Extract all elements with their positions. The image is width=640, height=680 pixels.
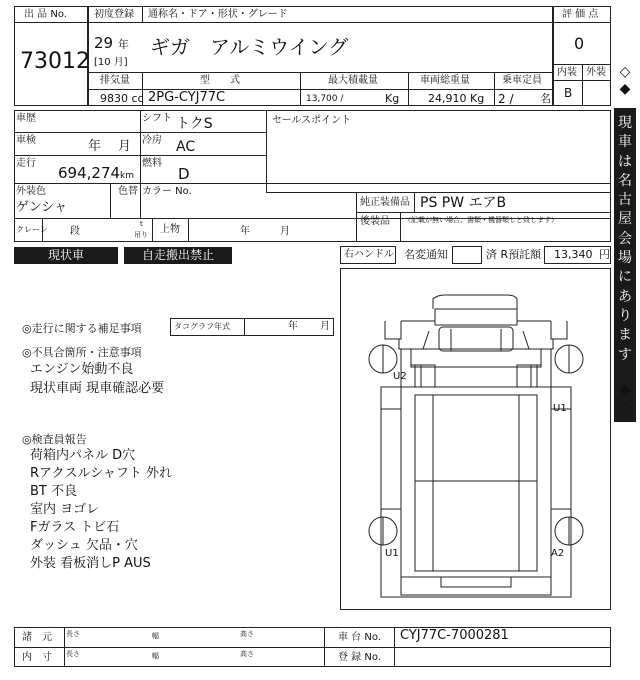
report-item: Fガラス トビ石 [30,520,120,535]
car-name-label: 通称名・ドア・形状・グレード [148,9,288,20]
rating: 0 [574,34,585,53]
lot-no: 73012 [20,49,90,74]
side-banner-text [614,64,636,98]
truck-outline [341,269,610,609]
recycle-label: 済 R預託額 [486,248,542,261]
chassis-label: 車 台 No. [338,632,381,643]
interior-dims-label: 内 寸 [22,652,52,663]
dims-length-label: 長さ [66,630,80,638]
recycle-unit: 円 [599,248,610,261]
dims-height-label: 高さ [240,630,254,638]
report-item: ダッシュ 欠品・穴 [30,538,138,553]
interior-width-label: 幅 [152,652,159,660]
diagram-mark-u1-rear: U1 [385,548,399,559]
capacity: 2 / [498,92,514,106]
mileage-value: 694,274 [58,164,121,182]
sales-point-label: セールスポイント [272,115,352,126]
gross-weight-label: 車両総重量 [420,75,470,86]
max-load: 13,700 / [306,94,344,104]
name-change-box [452,246,482,264]
ext-color-label: 外装色 [16,186,46,197]
crane-tsuri: 吊り [134,231,148,239]
ext-color: ゲンシャ [16,200,68,215]
displacement-label: 排気量 [100,75,130,86]
mileage-label: 走行 [16,158,36,169]
report-item: 外装 看板消しP AUS [30,556,151,571]
defect-item: 現状車両 現車確認必要 [30,381,165,396]
mileage-unit: km [120,171,135,181]
dims-width-label: 幅 [152,632,159,640]
side-banner-bottom [614,382,636,416]
chassis-no: CYJ77C-7000281 [400,628,509,643]
ac: AC [176,139,196,155]
no-self-drive-badge: 自走搬出禁止 [124,247,232,264]
driving-notes-title: ◎走行に関する補足事項 [22,322,142,335]
banner-strip-text: 現 車 は 名 古 屋 会 場 に あ り ま す [618,115,632,363]
interior-grade-label: 内装 [557,67,577,78]
displacement: 9830 cc [100,92,144,105]
fuel-label: 燃料 [142,158,162,169]
banner-top-open: ◇ [619,64,631,80]
aftermarket-note: （記載が無い場合、書類・機器類しと致します） [404,216,558,224]
interior-length-label: 長さ [66,650,80,658]
name-change-label: 名変通知 [404,248,448,261]
year-value: 29 [94,34,114,52]
upper-label: 上物 [160,224,180,235]
first-reg-label: 初度登録 [94,9,134,20]
report-item: 荷箱内パネル D穴 [30,448,136,463]
report-item: 室内 ヨゴレ [30,502,100,517]
crane-dan: 段 [70,226,80,237]
inspector-report-title: ◎検査員報告 [22,433,87,446]
capacity-label: 乗車定員 [502,75,542,86]
color-change-label: 色替 [118,186,138,197]
recycle-amount: 13,340 [554,248,593,261]
dims-label: 諸 元 [22,632,52,643]
shift: トクS [176,116,213,132]
right-handle: 右ハンドル [344,249,394,260]
color-no-label: カラー No. [142,186,192,197]
genuine-equipment: PS PW エアB [420,195,507,211]
vehicle-diagram [340,268,611,610]
first-reg-month: [10 月] [94,57,128,68]
diagram-mark-u1-side: U1 [553,403,567,414]
crane-label: クレーン [16,225,48,234]
report-item: Rアクスルシャフト 外れ [30,466,173,481]
diagram-mark-a2: A2 [551,548,565,559]
tachograph-year: 年 [288,321,298,332]
banner-top-fill: ◆ [619,81,631,97]
fuel: D [178,165,190,183]
defect-item: エンジン始動不良 [30,362,134,377]
tachograph-label: タコグラフ年式 [174,322,230,331]
model: 2PG-CYJ77C [148,90,226,105]
mileage [58,164,134,182]
inspection-year: 年 [88,139,102,154]
banner-bottom-fill: ◆ [619,382,631,398]
genuine-label: 純正装備品 [360,197,410,208]
report-item: BT 不良 [30,484,77,499]
year-unit: 年 [117,38,129,51]
crane-t: t [140,220,143,228]
max-load-label: 最大積載量 [328,75,378,86]
banner-bottom-open: ◇ [619,399,631,415]
ac-label: 冷房 [142,135,162,146]
aftermarket-label: 後装品 [360,216,390,227]
first-reg-year [94,34,129,52]
rating-label: 評 価 点 [562,9,599,20]
max-load-unit: Kg [385,92,400,105]
shift-label: シフト [142,113,172,124]
inspection-month: 月 [118,139,132,154]
car-name: ギガ アルミウイング [150,35,349,59]
diagram-mark-u2: U2 [393,371,407,382]
current-car-badge: 現状車 [14,247,118,264]
interior-height-label: 高さ [240,650,254,658]
exterior-grade-label: 外装 [586,67,606,78]
upper-month: 月 [280,226,290,237]
lot-no-label: 出 品 No. [24,9,67,20]
history-label: 車歴 [16,113,36,124]
gross-weight: 24,910 Kg [428,92,485,105]
capacity-unit: 名 [540,92,551,105]
model-label: 型 式 [200,75,240,86]
inspection-label: 車検 [16,135,36,146]
upper-year: 年 [240,226,250,237]
defect-title: ◎不具合箇所・注意事項 [22,346,142,359]
tachograph-month: 月 [320,321,330,332]
reg-label: 登 録 No. [338,652,381,663]
interior-grade: B [564,86,573,100]
